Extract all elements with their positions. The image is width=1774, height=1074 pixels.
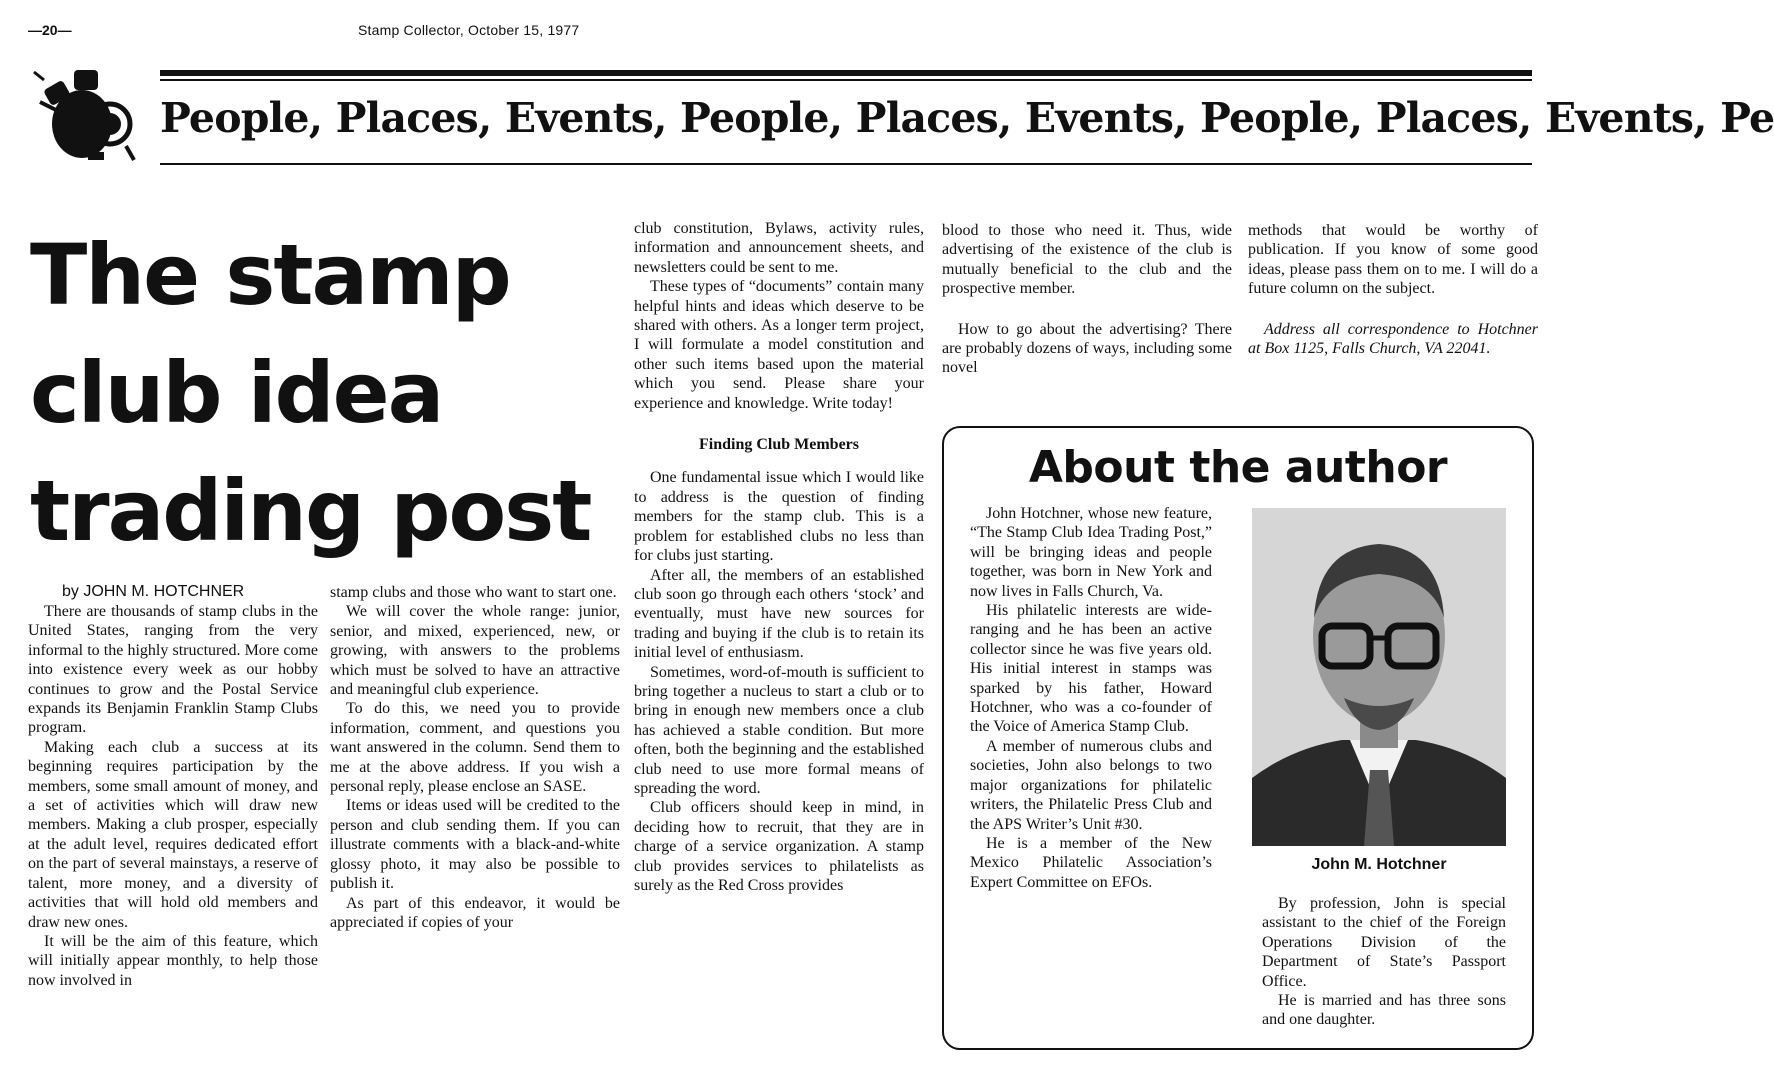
author-photo [1252, 508, 1506, 846]
section-subhead: Finding Club Members [698, 436, 859, 454]
about-author-column-right [1262, 894, 1506, 1030]
paragraph: After all, the members of an established club soon go through each others ‘stock’ and eventually, must have new sources for trading and buying if the club is to retain its initial level of enthusiasm. [634, 566, 924, 662]
paragraph: Club officers should keep in mind, in deciding how to recruit, that they are in charge of a service organization. A stamp club provides services to philatelists as surely as the Red Cross provides [634, 799, 924, 894]
article-column-2 [330, 583, 620, 932]
paragraph: John Hotchner, whose new feature, “The Stamp Club Idea Trading Post,” will be bringing ideas and people together, was born in New York and now lives in Falls Church, Va. [970, 505, 1212, 600]
banner-rule-top-thin [160, 79, 1532, 81]
paragraph: One fundamental issue which I would like to address is the question of finding members for the stamp club. This is a problem for established clubs no less than for clubs just starting. [634, 469, 924, 565]
paragraph: To do this, we need you to provide information, comment, and questions you want answered in the column. Send them to me at the above address. If you wish a personal reply, please enclose an SASE. [330, 700, 620, 796]
running-head: Stamp Collector, October 15, 1977 [358, 22, 580, 38]
paragraph: He is married and has three sons and one daughter. [1262, 992, 1506, 1029]
paragraph: We will cover the whole range: junior, senior, and mixed, experienced, new, or growing, with answers to the problems which must be solved to have an attractive and meaningful club experience. [330, 603, 620, 699]
about-author-column-left [970, 504, 1212, 892]
headline-line: trading post [30, 462, 591, 560]
paragraph: methods that would be worthy of publication. If you know of some good ideas, please pass them on to me. I will do a future column on the subject. [1248, 222, 1538, 298]
article-column-4 [942, 221, 1232, 378]
paragraph: club constitution, Bylaws, activity rules, information and announcement sheets, and newsletters could be sent to me. [634, 220, 924, 276]
article-column-1 [28, 602, 318, 990]
headline-line: club idea [30, 344, 443, 442]
paragraph: There are thousands of stamp clubs in the United States, ranging from the very informal to the highly structured. More come into existence every week as our hobby continues to grow and the Postal Service expands its Benjamin Franklin Stamp Clubs program. [28, 603, 318, 737]
banner-rule-top [160, 70, 1532, 76]
article-headline [30, 216, 620, 570]
page-number: —20— [28, 22, 72, 38]
paragraph: By profession, John is special assistant to the chief of the Foreign Operations Division of the Department of State’s Passport Office. [1262, 895, 1506, 990]
photo-caption: John M. Hotchner [1311, 856, 1447, 873]
banner-rule-bottom [160, 163, 1532, 165]
headline-line: The stamp [30, 226, 510, 324]
paragraph: These types of “documents” contain many helpful hints and ideas which deserve to be shared with others. As a longer term project, I will formulate a model constitution and other such items based upon the material which you send. Please share your experience and knowledge. Write today! [634, 278, 924, 412]
address-note: Address all correspondence to Hotchner at Box 1125, Falls Church, VA 22041. [1248, 320, 1538, 358]
paragraph: How to go about the advertising? There are probably dozens of ways, including some novel [942, 320, 1232, 377]
paragraph: It will be the aim of this feature, which will initially appear monthly, to help those now involved in [28, 932, 318, 989]
paragraph: blood to those who need it. Thus, wide advertising of the existence of the club is mutually beneficial to the club and the prospective member. [942, 222, 1232, 298]
paragraph: As part of this endeavor, it would be appreciated if copies of your [330, 894, 620, 931]
byline: by JOHN M. HOTCHNER [62, 583, 245, 600]
about-author-box [942, 426, 1534, 1050]
paragraph: Sometimes, word-of-mouth is sufficient to bring together a nucleus to start a club or to bring in enough new members once a club has achieved a stable condition. But more often, both the beginning and the established club need to use more formal means of spreading the word. [634, 663, 924, 797]
article-column-3 [634, 219, 924, 895]
paragraph: Items or ideas used will be credited to the person and club sending them. If you can illustrate comments with a black-and-white glossy photo, it may also be possible to publish it. [330, 797, 620, 893]
paragraph: His philatelic interests are wide-ranging and he has been an active collector since he was five years old. His initial interest in stamps was sparked by his father, Howard Hotchner, who was a co-founder of the Voice of America Stamp Club. [970, 602, 1212, 736]
film-camera-icon [30, 62, 140, 172]
paragraph: A member of numerous clubs and societies, John also belongs to two major organizations for philatelic writers, the Philatelic Press Club and the APS Writer’s Unit #30. [970, 737, 1212, 833]
about-author-title: About the author [1028, 442, 1448, 493]
paragraph: He is a member of the New Mexico Philatelic Association’s Expert Committee on EFOs. [970, 834, 1212, 891]
paragraph: stamp clubs and those who want to start one. [330, 584, 617, 601]
section-banner: People, Places, Events, People, Places, Events, People, Places, Events, Pe [160, 94, 1774, 142]
article-column-5 [1248, 221, 1538, 358]
paragraph: Making each club a success at its beginning requires participation by the members, some small amount of money, and a set of activities which will draw new members. Making a club prosper, especially at the adult level, requires dedicated effort on the part of several mainstays, a reserve of talent, more money, and a diversity of activities that will hold old members and draw new ones. [28, 738, 318, 931]
